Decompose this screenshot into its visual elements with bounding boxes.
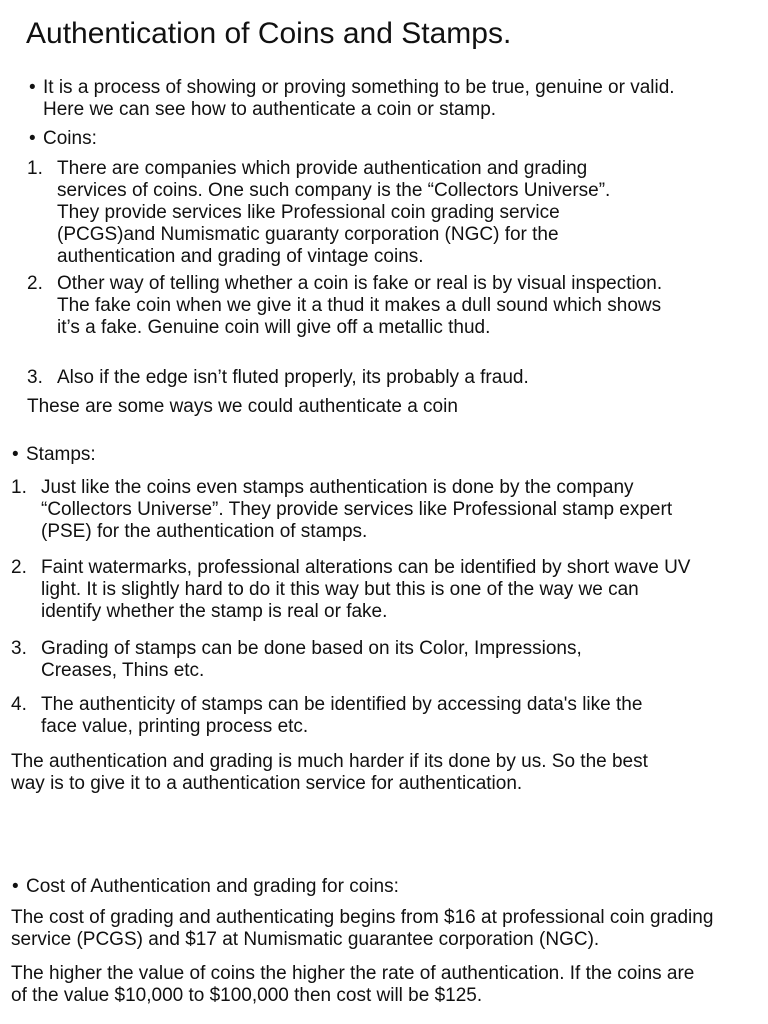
intro-text: It is a process of showing or proving something to be true, genuine or valid. Here we can see how to authenticate a coin or stamp. (43, 77, 675, 120)
intro-bullet (29, 77, 689, 121)
number-marker: 1. (11, 477, 27, 498)
cost-heading: Cost of Authentication and grading for coins: (26, 876, 399, 897)
coins-heading-bullet (29, 128, 689, 150)
coins-item-text: There are companies which provide authentication and grading services of coins. One such company is the “Collectors Universe”. They provide services like Professional coin grading service (PCGS)and Numismatic guaranty corporation (NGC) for the authentication and grading of vintage coins. (57, 158, 611, 267)
coins-item-2 (27, 273, 677, 339)
page-title: Authentication of Coins and Stamps. (26, 17, 512, 50)
stamps-heading: Stamps: (26, 444, 96, 465)
number-marker: 3. (27, 367, 43, 388)
cost-paragraph-2: The higher the value of coins the higher the rate of authentication. If the coins are of the value $10,000 to $100,000 then cost will be $125. (11, 963, 695, 1006)
stamps-item-4 (11, 694, 671, 738)
coins-item-text: Other way of telling whether a coin is fake or real is by visual inspection. The fake coin when we give it a thud it makes a dull sound which shows it’s a fake. Genuine coin will give off a metallic thud. (57, 273, 663, 338)
stamps-item-3 (11, 638, 641, 682)
bullet-marker: • (29, 128, 36, 149)
number-marker: 2. (11, 557, 27, 578)
stamps-heading-bullet (12, 444, 672, 466)
number-marker: 2. (27, 273, 43, 294)
number-marker: 1. (27, 158, 43, 179)
cost-heading-bullet (12, 876, 672, 898)
bullet-marker: • (29, 77, 36, 98)
bullet-marker: • (12, 876, 19, 897)
stamps-item-2 (11, 557, 691, 623)
coins-item-text: Also if the edge isn’t fluted properly, its probably a fraud. (57, 367, 529, 388)
coins-heading: Coins: (43, 128, 97, 149)
coins-item-1 (27, 158, 652, 268)
cost-paragraph-1: The cost of grading and authenticating begins from $16 at professional coin grading service (PCGS) and $17 at Numismatic guarantee corporation (NGC). (11, 907, 714, 950)
stamps-item-text: Faint watermarks, professional alterations can be identified by short wave UV light. It is slightly hard to do it this way but this is one of the way we can identify whether the stamp is real or fake. (41, 557, 691, 622)
stamps-item-text: The authenticity of stamps can be identified by accessing data's like the face value, printing process etc. (41, 694, 643, 737)
stamps-item-1 (11, 477, 701, 543)
coins-conclusion: These are some ways we could authenticate a coin (27, 396, 458, 417)
coins-item-3 (27, 367, 687, 389)
stamps-item-text: Grading of stamps can be done based on its Color, Impressions, Creases, Thins etc. (41, 638, 582, 681)
stamps-conclusion: The authentication and grading is much harder if its done by us. So the best way is to give it to a authentication service for authentication. (11, 751, 648, 794)
stamps-item-text: Just like the coins even stamps authentication is done by the company “Collectors Universe”. They provide services like Professional stamp expert (PSE) for the authentication of stamps. (41, 477, 673, 542)
number-marker: 4. (11, 694, 27, 715)
bullet-marker: • (12, 444, 19, 465)
number-marker: 3. (11, 638, 27, 659)
